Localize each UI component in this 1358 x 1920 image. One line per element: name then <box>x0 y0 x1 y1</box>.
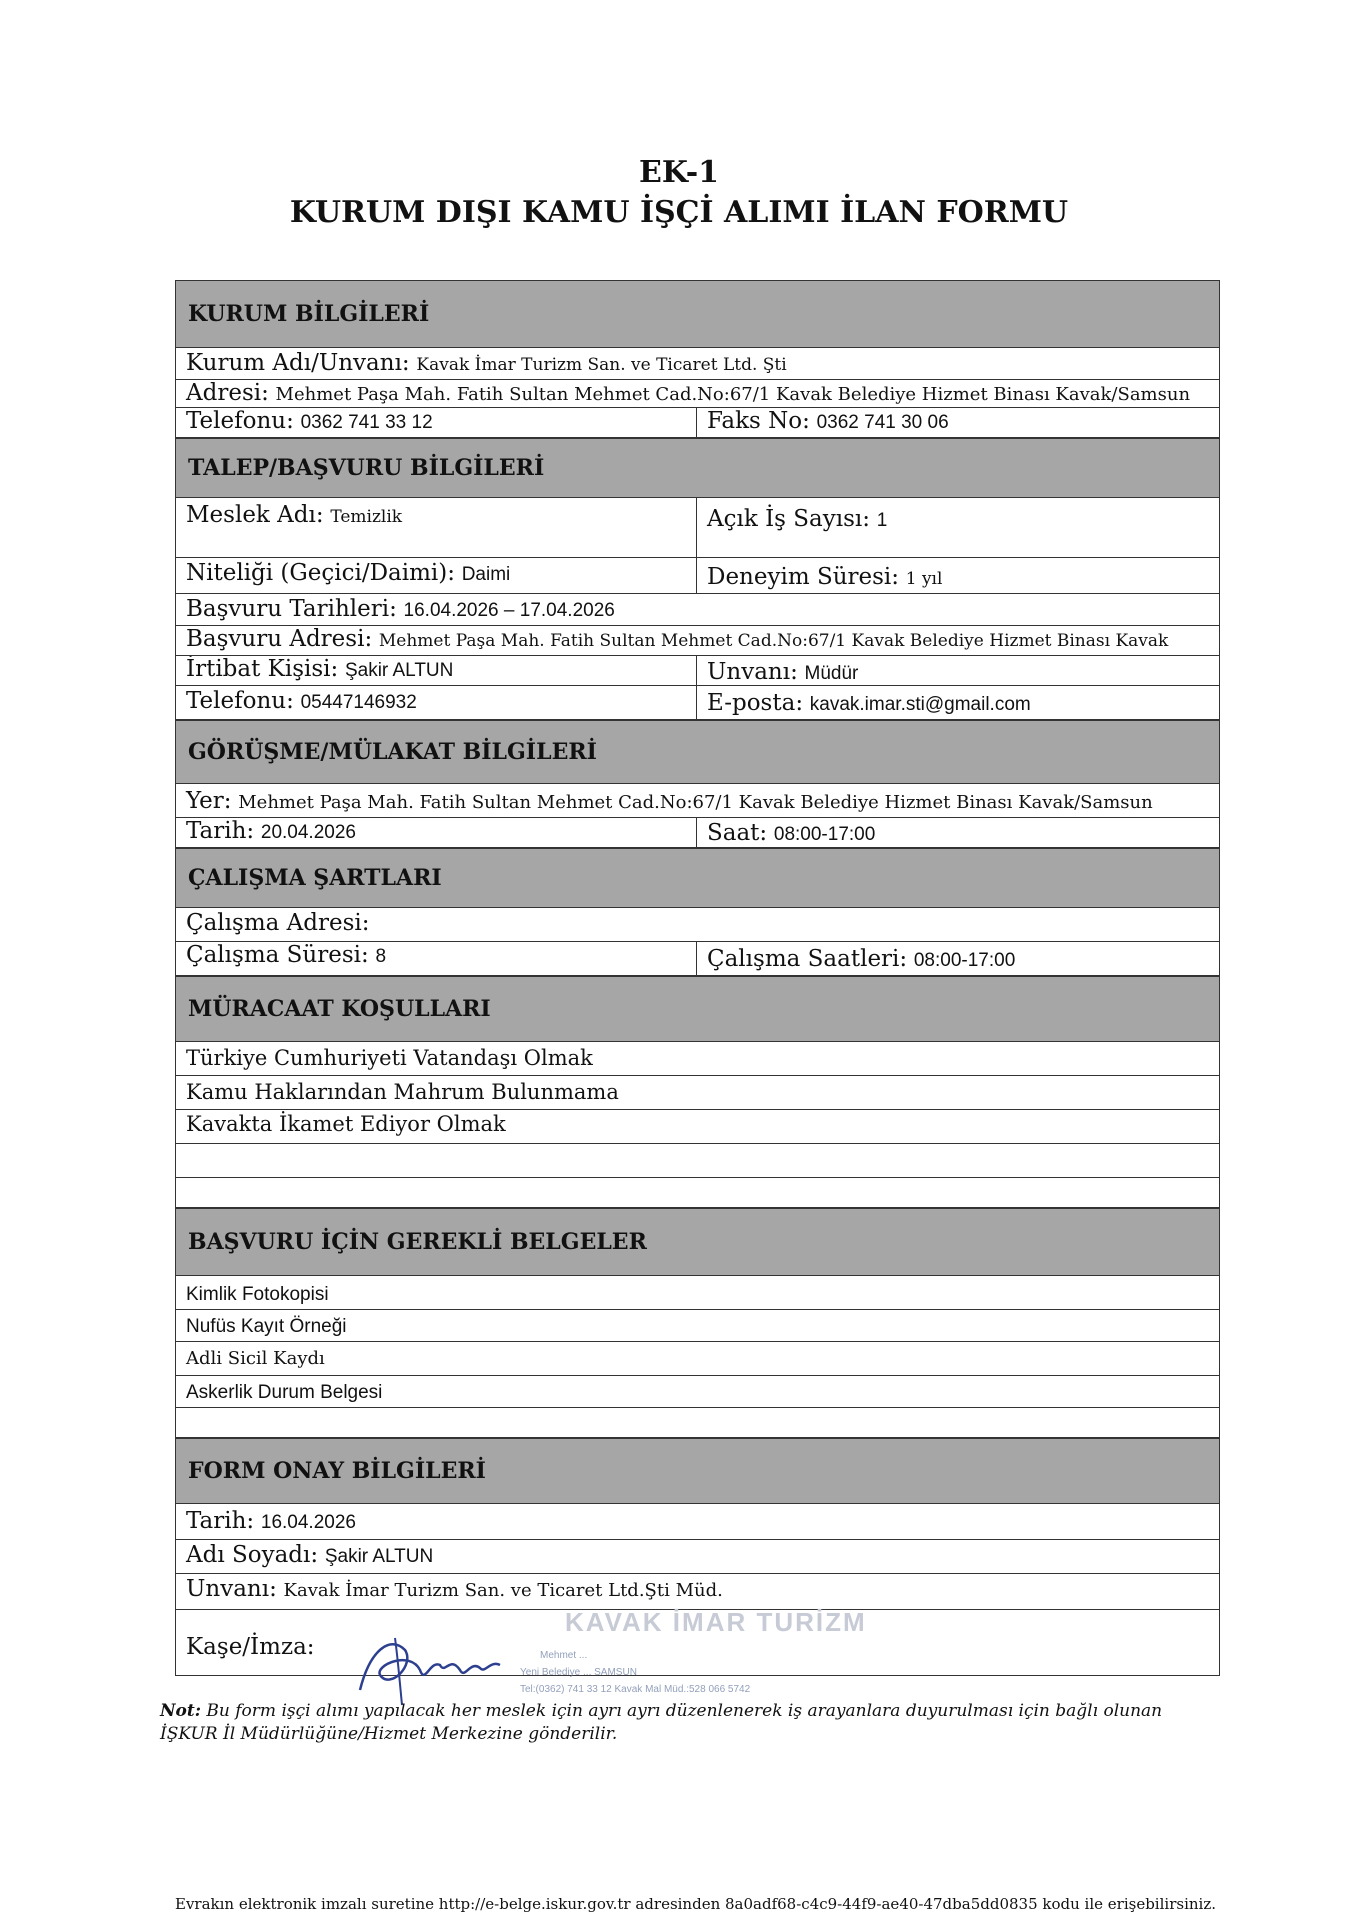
row-irtibat <box>175 656 1220 686</box>
row-gorusme-tarih <box>175 818 1220 848</box>
value: 08:00-17:00 <box>913 950 1016 971</box>
label: Kaşe/İmza: <box>186 1634 315 1660</box>
value: Daimi <box>461 564 511 585</box>
stamp-line: Tel:(0362) 741 33 12 Kavak Mal Müd.:528 066 5742 <box>520 1684 751 1695</box>
label: Adı Soyadı: <box>186 1542 319 1568</box>
row-onay-unvan <box>175 1574 1220 1610</box>
list-item: Adli Sicil Kaydı <box>175 1342 1220 1376</box>
list-item: Askerlik Durum Belgesi <box>175 1376 1220 1408</box>
section-calisma: ÇALIŞMA ŞARTLARI <box>175 848 1220 908</box>
value: Şakir ALTUN <box>324 1546 434 1567</box>
section-talep: TALEP/BAŞVURU BİLGİLERİ <box>175 438 1220 498</box>
list-item: Kimlik Fotokopisi <box>175 1276 1220 1310</box>
title-ek: EK-1 <box>638 155 720 190</box>
value: Temizlik <box>330 507 403 527</box>
label: Adresi: <box>186 380 269 406</box>
row-telefon <box>175 686 1220 720</box>
label: Kurum Adı/Unvanı: <box>186 350 410 376</box>
value: Kavak İmar Turizm San. ve Ticaret Ltd. Şti <box>416 355 787 375</box>
section-muracaat: MÜRACAAT KOŞULLARI <box>175 976 1220 1042</box>
value: Mehmet Paşa Mah. Fatih Sultan Mehmet Cad.No:67/1 Kavak Belediye Hizmet Binası Kavak/Samsun <box>238 792 1153 813</box>
label: Çalışma Süresi: <box>186 942 369 968</box>
list-item: Kavakta İkamet Ediyor Olmak <box>175 1110 1220 1144</box>
row-onay-ad <box>175 1540 1220 1574</box>
value: Mehmet Paşa Mah. Fatih Sultan Mehmet Cad.No:67/1 Kavak Belediye Hizmet Binası Kavak/Samsun <box>275 384 1191 405</box>
label: Niteliği (Geçici/Daimi): <box>186 560 456 586</box>
row-nitelik <box>175 558 1220 594</box>
list-item-empty <box>175 1144 1220 1178</box>
value: Kavak İmar Turizm San. ve Ticaret Ltd.Şti Müd. <box>283 1580 723 1601</box>
value: 05447146932 <box>300 692 417 713</box>
row-basvuru-tarih <box>175 594 1220 626</box>
value: Şakir ALTUN <box>344 660 454 681</box>
value: 08:00-17:00 <box>773 824 876 845</box>
value: 8 <box>375 946 387 967</box>
label: Unvanı: <box>186 1576 277 1602</box>
label: Meslek Adı: <box>186 502 324 528</box>
row-meslek <box>175 498 1220 558</box>
section-belgeler: BAŞVURU İÇİN GEREKLİ BELGELER <box>175 1208 1220 1276</box>
row-basvuru-adres <box>175 626 1220 656</box>
value: 0362 741 30 06 <box>816 412 949 433</box>
row-yer <box>175 784 1220 818</box>
row-onay-tarih <box>175 1504 1220 1540</box>
value: Mehmet Paşa Mah. Fatih Sultan Mehmet Cad.No:67/1 Kavak Belediye Hizmet Binası Kavak <box>378 631 1169 651</box>
value: 0362 741 33 12 <box>300 412 433 433</box>
label: Saat: <box>707 820 768 846</box>
value: Müdür <box>804 663 859 684</box>
label: Başvuru Adresi: <box>186 626 373 652</box>
stamp-company-name: KAVAK İMAR TURİZM <box>565 1607 867 1637</box>
form-title: KURUM DIŞI KAMU İŞÇİ ALIMI İLAN FORMU <box>289 195 1069 230</box>
form-note: Not: Bu form işçi alımı yapılacak her meslek için ayrı ayrı düzenlenerek iş arayanlara duyurulması için bağlı olunan İŞKUR İl Müdürlüğüne/Hizmet Merkezine gönderilir. <box>160 1701 1163 1744</box>
label: Yer: <box>186 788 232 814</box>
row-kurum-phone <box>175 408 1220 438</box>
value: kavak.imar.sti@gmail.com <box>809 694 1031 715</box>
stamp-line: Yeni Belediye ... SAMSUN <box>520 1667 637 1678</box>
label: Başvuru Tarihleri: <box>186 596 397 622</box>
label: Telefonu: <box>186 688 294 714</box>
label: Tarih: <box>186 818 255 844</box>
footer-e-signature: Evrakın elektronik imzalı suretine http://e-belge.iskur.gov.tr adresinden 8a0adf68-c4c9-44f9-ae40-47dba5dd0835 kodu ile erişebilirsiniz. <box>175 1895 1216 1913</box>
value: 16.04.2026 <box>260 1512 356 1533</box>
list-item: Türkiye Cumhuriyeti Vatandaşı Olmak <box>175 1042 1220 1076</box>
section-onay: FORM ONAY BİLGİLERİ <box>175 1438 1220 1504</box>
label: E-posta: <box>707 690 804 716</box>
value: 1 yıl <box>905 569 943 589</box>
row-calisma-adres <box>175 908 1220 942</box>
list-item: Nufüs Kayıt Örneği <box>175 1310 1220 1342</box>
label: Tarih: <box>186 1508 255 1534</box>
list-item-empty <box>175 1178 1220 1208</box>
value: 16.04.2026 – 17.04.2026 <box>403 600 615 621</box>
label: Faks No: <box>707 408 810 434</box>
label: Telefonu: <box>186 408 294 434</box>
row-kurum-name <box>175 348 1220 380</box>
section-gorusme: GÖRÜŞME/MÜLAKAT BİLGİLERİ <box>175 720 1220 784</box>
list-item: Kamu Haklarından Mahrum Bulunmama <box>175 1076 1220 1110</box>
value: 1 <box>876 510 888 531</box>
section-kurum: KURUM BİLGİLERİ <box>175 280 1220 348</box>
list-item-empty <box>175 1408 1220 1438</box>
label: Unvanı: <box>707 659 798 685</box>
row-kurum-address <box>175 380 1220 408</box>
label: Deneyim Süresi: <box>707 564 900 590</box>
label: İrtibat Kişisi: <box>186 656 339 682</box>
label: Açık İş Sayısı: <box>707 506 871 532</box>
label: Çalışma Saatleri: <box>707 946 908 972</box>
row-calisma-sure <box>175 942 1220 976</box>
signature-icon <box>350 1630 530 1710</box>
value: 20.04.2026 <box>260 822 356 843</box>
label: Çalışma Adresi: <box>186 910 370 936</box>
stamp-line: Mehmet ... <box>540 1650 588 1661</box>
